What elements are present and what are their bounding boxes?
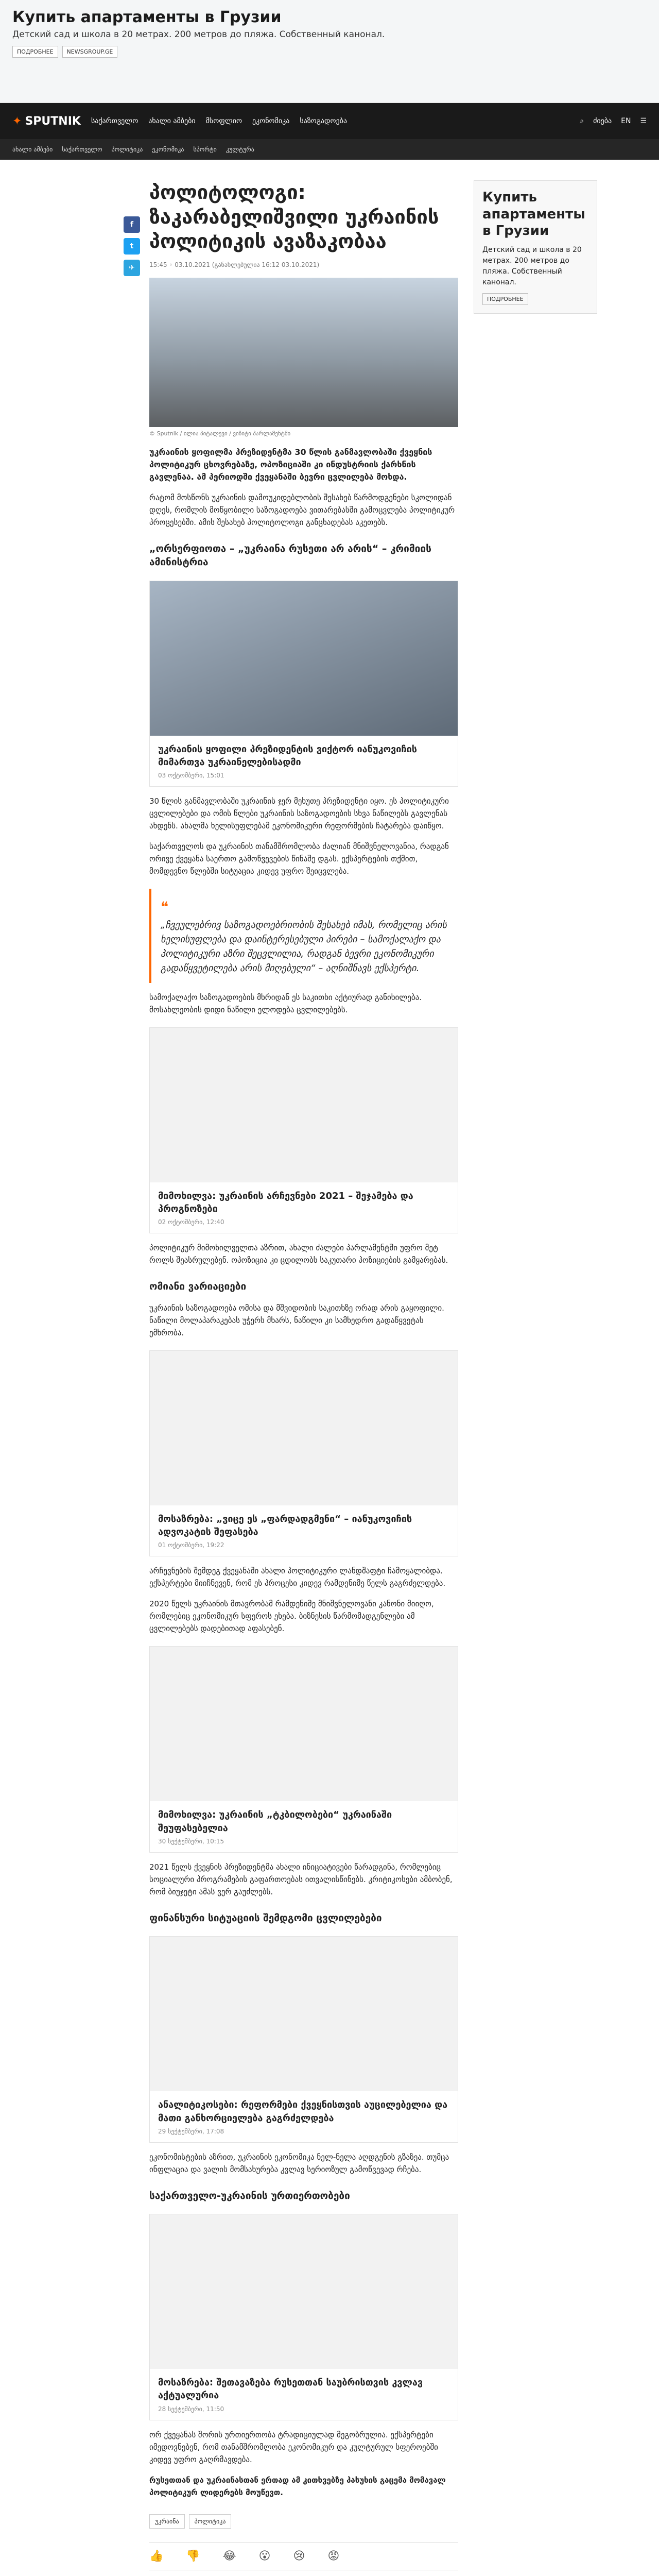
top-ad-banner[interactable]: [0, 0, 659, 103]
article-lead: უკრაინის ყოფილმა პრეზიდენტმა 30 წლის განმავლობაში ქვეყნის პოლიტიკურ ცხოვრებაზე, ოპოზიციაში კი ინდუსტრიის ქარხნის გავლენაა. ამ პერიოდში ქვეყანაში ბევრი ცვლილება მოხდა.: [149, 447, 432, 482]
top-ad-open-button[interactable]: ПОДРОБНЕЕ: [12, 46, 58, 58]
like-reaction-icon[interactable]: 👍: [149, 2549, 164, 2563]
share-column: [124, 216, 144, 281]
paragraph: 2021 წელს ქვეყნის პრეზიდენტმა ახალი ინიციატივები წარადგინა, რომლებიც სოციალური პროგრამების გაფართოებას ითვალისწინებს. კრიტიკოსები ამბობენ, რომ ბიუჯეტი ამას ვერ გაუძლებს.: [149, 1862, 453, 1896]
related-card-date: 01 ოქტომბერი, 19:22: [158, 1541, 224, 1549]
related-card[interactable]: [149, 1646, 458, 1852]
nav-item-world[interactable]: მსოფლიო: [205, 117, 242, 125]
final-note: რუსეთთან და უკრაინასთან ერთად ამ კითხვებზე პასუხის გაცემა მომავალ პოლიტიკურ ლიდერებს მოუწევთ.: [149, 2475, 446, 2497]
related-card-title[interactable]: ანალიტიკოსები: რეფორმები ქვეყნისთვის აუცილებელია და მათი განხორციელება გაგრძელდება: [158, 2099, 448, 2124]
related-card-image: [150, 1647, 458, 1801]
nav-item-economy[interactable]: ეკონომიკა: [252, 117, 290, 125]
nav-item-society[interactable]: საზოგადოება: [300, 117, 347, 125]
facebook-icon: f: [130, 221, 134, 229]
sidebar: [474, 160, 597, 314]
quote-icon: ❝: [161, 899, 169, 916]
tag[interactable]: პოლიტიკა: [189, 2514, 232, 2529]
edition-label[interactable]: საქართველო: [91, 117, 138, 125]
paragraph: 30 წლის განმავლობაში უკრაინის ჯერ მეხუთე პრეზიდენტი იყო. ეს პოლიტიკური ცვლილებები და ომის წლები უკრაინის საზოგადოების სხვა ნაწილებს გავლენას ახდენს. ახალმა ხელისუფლებამ ეკონომიკური რეფორმების ჩატარება დაიწყო.: [149, 796, 449, 831]
sidebar-ad-title[interactable]: Купить апартаменты в Грузии: [482, 190, 585, 239]
hero-caption: © Sputnik / ილია პიტალევი / ვიზიტი პარლამენტში: [149, 430, 291, 437]
sub-navigation: [0, 139, 659, 160]
subnav-item[interactable]: კულტურა: [226, 146, 254, 153]
related-card-image: [150, 1937, 458, 2091]
hero-image: [149, 278, 458, 427]
paragraph: უკრაინის საზოგადოება ომისა და მშვიდობის საკითხზე ორად არის გაყოფილი. ნაწილი მოლაპარაკებას უჭერს მხარს, ნაწილი კი სამხედრო გადაწყვეტას ემხრობა.: [149, 1303, 444, 1337]
article-title: პოლიტოლოგი: ზაკარაბელიშვილი უკრაინის პოლიტიკის ავაზაკობაა: [149, 181, 439, 252]
top-ad-source-button[interactable]: NEWSGROUP.GE: [62, 46, 118, 58]
paragraph: 2020 წელს უკრაინის მთავრობამ რამდენიმე მნიშვნელოვანი კანონი მიიღო, რომლებიც ეკონომიკურ სფეროს ეხება. ბიზნესის წარმომადგენლები ამ ცვლილებებს დადებითად აფასებენ.: [149, 1599, 434, 1634]
paragraph: პოლიტიკურ მიმოხილველთა აზრით, ახალი ძალები პარლამენტში უფრო მეტ როლს შეასრულებენ. ოპოზიცია კი ცდილობს საკუთარი პოზიციების გამყარებას.: [149, 1243, 448, 1265]
search-label[interactable]: ძიება: [593, 117, 612, 125]
paragraph: საქართველოს და უკრაინის თანამშრომლობა ძალიან მნიშვნელოვანია, რადგან ორივე ქვეყანა საერთო გამოწვევების წინაშე დგას. ექსპერტების თქმით, მომდევნო წლებში სიტუაცია კიდევ უფრო შეიცვლება.: [149, 842, 449, 876]
related-card-image: [150, 1028, 458, 1182]
reactions-bar: [149, 2542, 458, 2570]
related-card[interactable]: [149, 2214, 458, 2420]
related-card-image: [150, 2214, 458, 2369]
related-card-date: 29 სექტემბერი, 17:08: [158, 2127, 224, 2135]
related-card-image: [150, 581, 458, 736]
subnav-item[interactable]: სპორტი: [193, 146, 217, 153]
related-card[interactable]: [149, 581, 458, 787]
related-card-date: 03 ოქტომბერი, 15:01: [158, 772, 224, 779]
facebook-share-button[interactable]: [124, 216, 140, 233]
article-main: [149, 160, 458, 2570]
top-ad-title[interactable]: Купить апартаменты в Грузии: [12, 8, 282, 26]
section-heading: „ორსერფიოთა – „უკრაინა რუსეთი არ არის“ – კრიმიის ამინისტრია: [149, 543, 431, 568]
related-card[interactable]: [149, 1350, 458, 1556]
logo-text: SPUTNIK: [25, 114, 81, 128]
pull-quote: [149, 889, 458, 983]
sidebar-ad[interactable]: [474, 180, 597, 314]
sidebar-ad-button[interactable]: ПОДРОБНЕЕ: [482, 293, 528, 305]
sputnik-logo[interactable]: [12, 115, 81, 128]
related-card-title[interactable]: მოსაზრება: შეთავაზება რუსეთთან საუბრისთვის კვლავ აქტუალურია: [158, 2377, 423, 2401]
section-heading: ომიანი ვარიაციები: [149, 1281, 247, 1293]
sidebar-ad-text: Детский сад и школа в 20 метрах. 200 метров до пляжа. Собственный канонал.: [482, 245, 582, 286]
nav-item-news[interactable]: ახალი ამბები: [148, 117, 196, 125]
paragraph: ეკონომისტების აზრით, უკრაინის ეკონომიკა ნელ-ნელა აღდგენის გზაზეა. თუმცა ინფლაცია და ვალის მომსახურება კვლავ სერიოზულ გამოწვევად რჩება.: [149, 2152, 449, 2174]
angry-reaction-icon[interactable]: 😡: [327, 2549, 340, 2563]
related-card-title[interactable]: უკრაინის ყოფილი პრეზიდენტის ვიქტორ იანუკოვიჩის მიმართვა უკრაინელებისადმი: [158, 743, 418, 768]
related-card-date: 02 ოქტომბერი, 12:40: [158, 1218, 224, 1226]
sputnik-star-icon: ✦: [12, 114, 22, 128]
paragraph: რატომ მოსწონს უკრაინის დამოუკიდებლობის შესახებ წარმოდგენები სკოლიდან დღეს, რომლის მოწყობილი საზოგადოება ვითარებასში გამოცვლება პოლიტიკურ პროცესებში. ამის შესახებ პოლიტოლოგი განცხადებას აკეთებს.: [149, 493, 455, 527]
related-card[interactable]: [149, 1936, 458, 2142]
twitter-icon: t: [130, 242, 134, 250]
related-card[interactable]: [149, 1027, 458, 1233]
twitter-share-button[interactable]: [124, 238, 140, 255]
related-card-image: [150, 1351, 458, 1505]
subnav-item[interactable]: ეკონომიკა: [152, 146, 184, 153]
tag-list: [149, 2514, 458, 2529]
related-card-title[interactable]: მიმოხილვა: უკრაინის „ტკბილობები“ უკრაინაში შეუფასებელია: [158, 1809, 392, 1834]
telegram-icon: ✈: [129, 264, 135, 272]
surprise-reaction-icon[interactable]: 😮: [258, 2549, 271, 2563]
subnav-item[interactable]: ახალი ამბები: [12, 146, 53, 153]
related-card-date: 30 სექტემბერი, 10:15: [158, 1837, 224, 1845]
section-heading: საქართველო-უკრაინის ურთიერთობები: [149, 2190, 350, 2201]
language-switch[interactable]: EN: [621, 117, 631, 125]
paragraph: სამოქალაქო საზოგადოების მხრიდან ეს საკითხი აქტიურად განიხილება. მოსახლეობის დიდი ნაწილი ელოდება ცვლილებებს.: [149, 993, 422, 1015]
dislike-reaction-icon[interactable]: 👎: [186, 2549, 200, 2563]
top-ad-text: Детский сад и школа в 20 метрах. 200 метров до пляжа. Собственный канонал.: [12, 29, 385, 40]
paragraph: ორ ქვეყანას შორის ურთიერთობა ტრადიციულად მეგობრულია. ექსპერტები იმედოვნებენ, რომ თანამშრომლობა ეკონომიკურ და კულტურულ სფეროებში კიდევ უფრო გაღრმავდება.: [149, 2430, 438, 2464]
subnav-item[interactable]: პოლიტიკა: [111, 146, 143, 153]
menu-icon[interactable]: ☰: [640, 117, 647, 125]
laugh-reaction-icon[interactable]: 😂: [222, 2549, 236, 2563]
telegram-share-button[interactable]: [124, 260, 140, 276]
related-card-date: 28 სექტემბერი, 11:50: [158, 2405, 224, 2413]
paragraph: არჩევნების შემდეგ ქვეყანაში ახალი პოლიტიკური ლანდშაფტი ჩამოყალიბდა. ექსპერტები მიიჩნევენ, რომ ეს პროცესი კიდევ რამდენიმე წელს გაგრძელდება.: [149, 1566, 446, 1588]
sad-reaction-icon[interactable]: 😢: [293, 2549, 305, 2563]
related-card-title[interactable]: მოსაზრება: „ვიცე ეს „ფარდადგმენი“ – იანუკოვიჩის ადვოკატის შეფასება: [158, 1513, 412, 1538]
section-heading: ფინანსური სიტუაციის შემდგომი ცვლილებები: [149, 1912, 382, 1924]
site-header: [0, 103, 659, 139]
search-icon[interactable]: ⌕: [580, 117, 584, 125]
subnav-item[interactable]: საქართველო: [62, 146, 102, 153]
tag[interactable]: უკრაინა: [149, 2514, 185, 2529]
related-card-title[interactable]: მიმოხილვა: უკრაინის არჩევნები 2021 – შეჯამება და პროგნოზები: [158, 1191, 413, 1215]
quote-text: „ჩვეულებრივ საზოგადოებრიობის შესახებ იმას, რომელიც არის ხელისუფლება და დაინტერესებული პირები – სამოქალაქო და პოლიტიკური აზრი შეცვლილია, რადგან ბევრი ეკონომიკური გადაწყვეტილება არის მიღებული“ – აღნიშნავს ექსპერტი.: [161, 920, 447, 974]
article-meta: 15:45 ◦ 03.10.2021 (განახლებულია 16:12 03.10.2021): [149, 261, 320, 268]
